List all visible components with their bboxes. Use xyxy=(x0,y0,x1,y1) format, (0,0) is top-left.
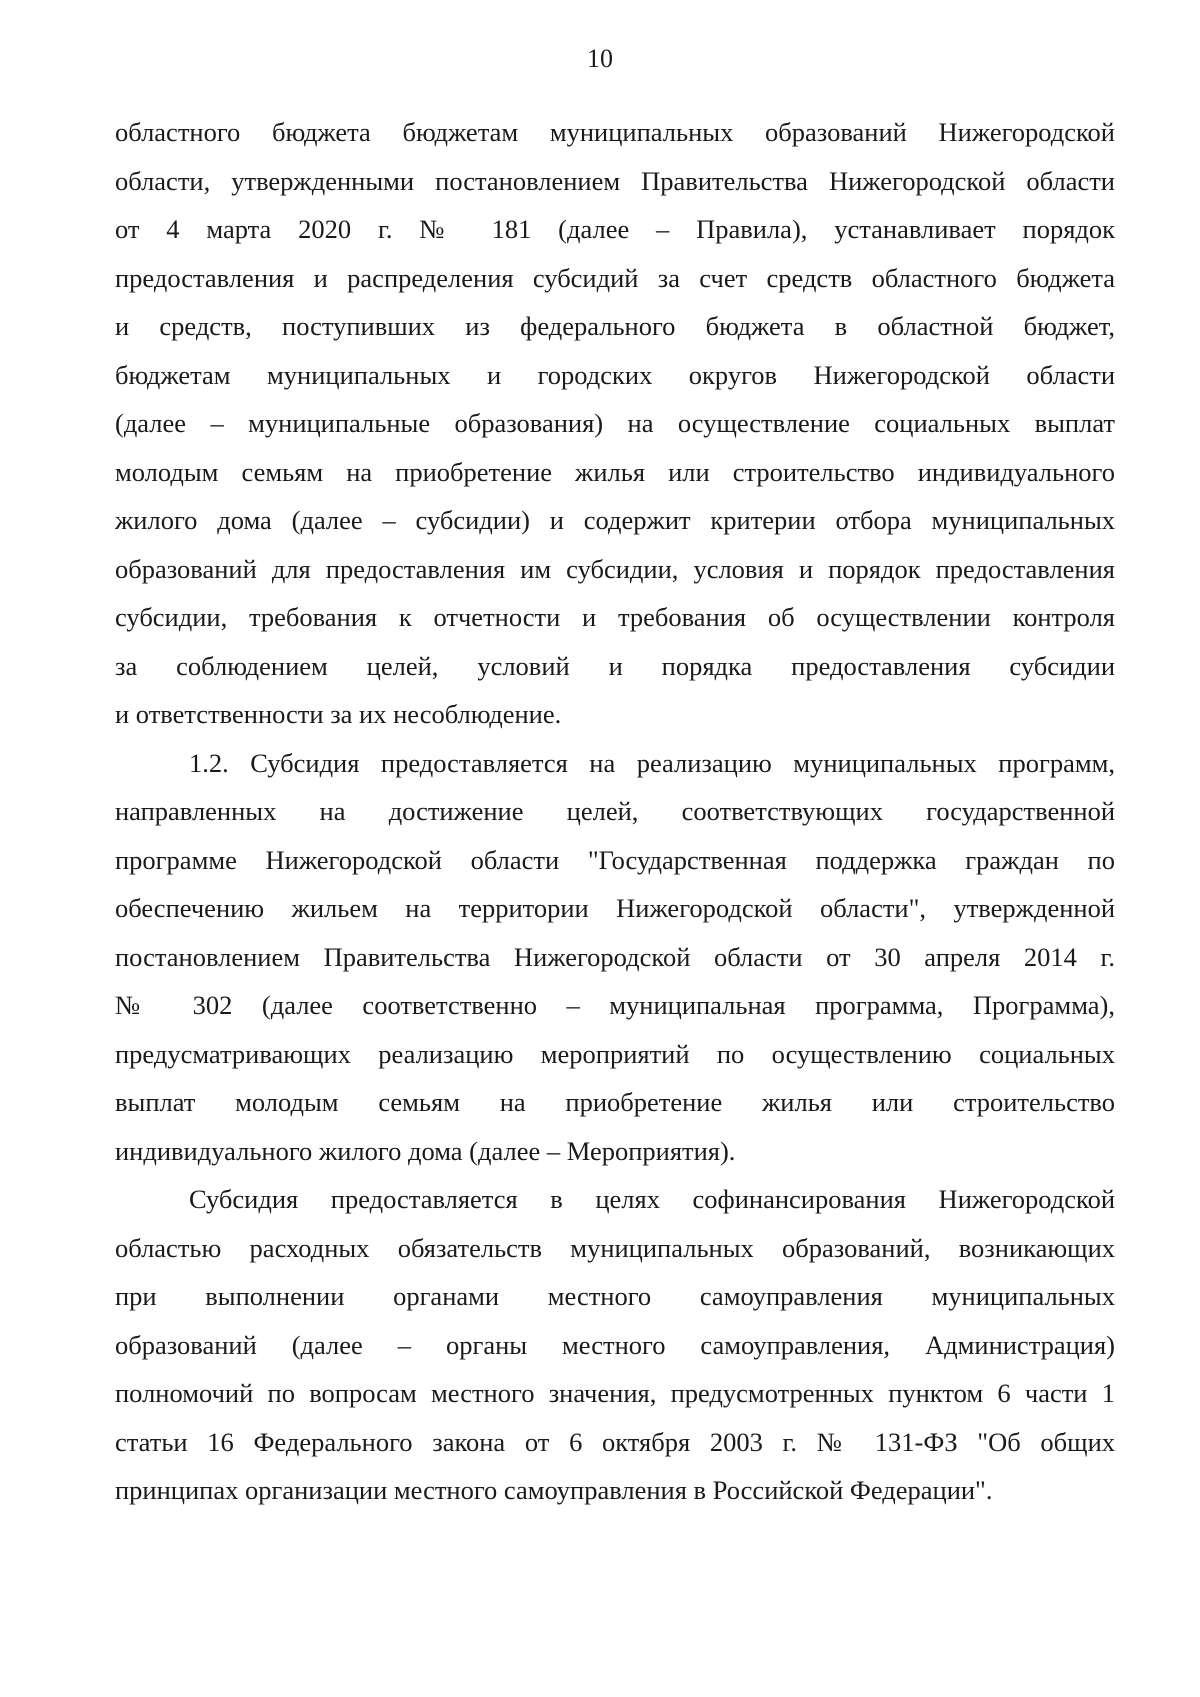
text-line: жилого дома (далее – субсидии) и содержит критерии отбора муниципальных xyxy=(115,505,1115,535)
text-line: за соблюдением целей, условий и порядка предоставления субсидии xyxy=(115,650,1115,681)
text-line: предусматривающих реализацию мероприятий по осуществлению социальных xyxy=(115,1038,1115,1069)
text-line: молодым семьям на приобретение жилья или строительство индивидуального xyxy=(115,456,1115,487)
text-line: Субсидия предоставляется в целях софинансирования Нижегородской xyxy=(189,1184,1115,1214)
text-line: постановлением Правительства Нижегородской области от 30 апреля 2014 г. xyxy=(115,941,1115,972)
paragraph-3 xyxy=(115,1175,1115,1515)
text-line: субсидии, требования к отчетности и требования об осуществлении контроля xyxy=(115,602,1115,632)
text-line: бюджетам муниципальных и городских округов Нижегородской области xyxy=(115,359,1115,390)
text-line: выплат молодым семьям на приобретение жилья или строительство xyxy=(115,1087,1115,1117)
text-line: принципах организации местного самоуправления в Российской Федерации". xyxy=(115,1475,993,1505)
text-line: программе Нижегородской области "Государственная поддержка граждан по xyxy=(115,844,1115,875)
text-line: при выполнении органами местного самоуправления муниципальных xyxy=(115,1281,1115,1311)
text-line: и ответственности за их несоблюдение. xyxy=(115,699,562,729)
text-line: предоставления и распределения субсидий за счет средств областного бюджета xyxy=(115,262,1115,293)
text-line: 1.2. Субсидия предоставляется на реализацию муниципальных программ, xyxy=(189,747,1115,778)
text-line: областного бюджета бюджетам муниципальных образований Нижегородской xyxy=(115,117,1115,147)
text-line: от 4 марта 2020 г. № 181 (далее – Правила), устанавливает порядок xyxy=(115,214,1115,244)
text-line: статьи 16 Федерального закона от 6 октября 2003 г. № 131-ФЗ "Об общих xyxy=(115,1426,1115,1457)
text-line: (далее – муниципальные образования) на осуществление социальных выплат xyxy=(115,408,1115,438)
text-line: областью расходных обязательств муниципальных образований, возникающих xyxy=(115,1232,1115,1263)
paragraph-2 xyxy=(115,739,1115,1176)
text-line: индивидуального жилого дома (далее – Мероприятия). xyxy=(115,1135,736,1166)
text-line: № 302 (далее соответственно – муниципальная программа, Программа), xyxy=(115,990,1115,1020)
page-number: 10 xyxy=(587,44,613,73)
text-line: образований для предоставления им субсидии, условия и порядок предоставления xyxy=(115,553,1115,584)
text-line: образований (далее – органы местного самоуправления, Администрация) xyxy=(115,1329,1115,1360)
text-line: направленных на достижение целей, соответствующих государственной xyxy=(115,796,1115,826)
text-line: полномочий по вопросам местного значения, предусмотренных пунктом 6 части 1 xyxy=(115,1378,1115,1408)
body-text xyxy=(115,108,1115,1515)
text-line: и средств, поступивших из федерального бюджета в областной бюджет, xyxy=(115,311,1115,341)
text-line: обеспечению жильем на территории Нижегородской области", утвержденной xyxy=(115,893,1115,923)
paragraph-1 xyxy=(115,108,1115,739)
text-line: области, утвержденными постановлением Правительства Нижегородской области xyxy=(115,165,1115,196)
